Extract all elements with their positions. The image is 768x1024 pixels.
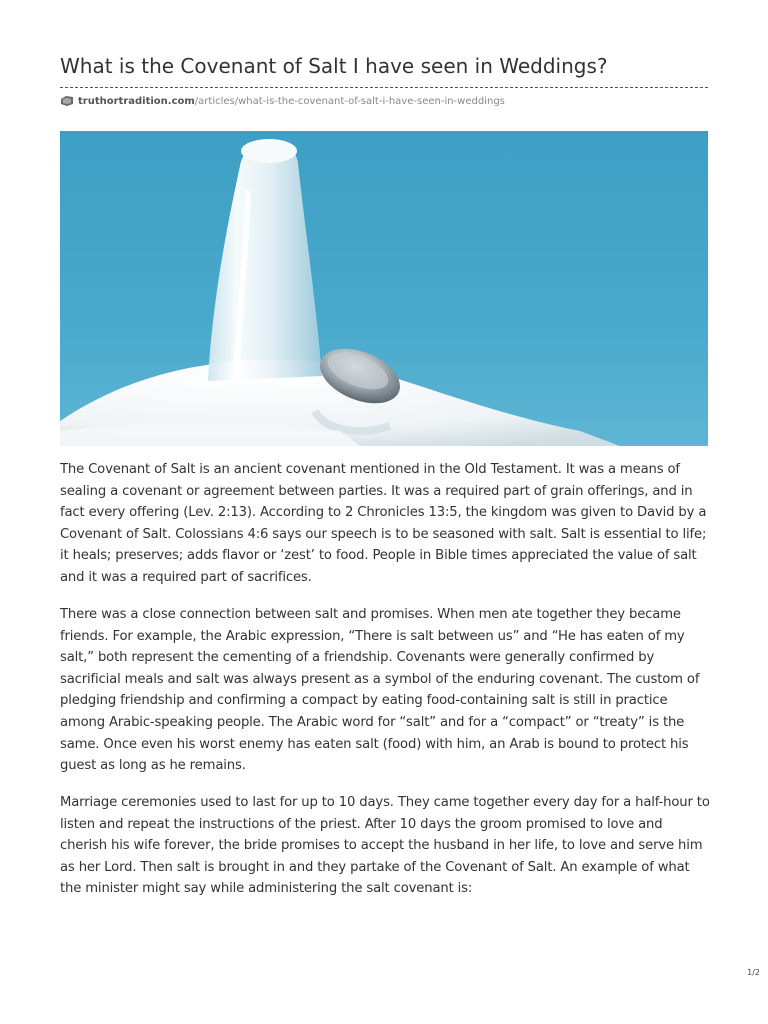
page-title: What is the Covenant of Salt I have seen in Weddings?	[60, 54, 608, 78]
paragraph-3: Marriage ceremonies used to last for up to 10 days. They came together every day for a half-hour to listen and repeat the instructions of the priest. After 10 days the groom promised to love and cherish his wife forever, the bride promises to accept the husband in her life, to love and serve him as her Lord. Then salt is brought in and they partake of the Covenant of Salt. An example of what the minister might say while administering the salt covenant is:	[60, 795, 710, 897]
paragraph-2: There was a close connection between salt and promises. When men ate together they became friends. For example, the Arabic expression, “There is salt between us” and “He has eaten of my salt,” both represent the cementing of a friendship. Covenants were generally confirmed by sacrificial meals and salt was always present as a symbol of the enduring covenant. The custom of pledging friendship and confirming a compact by eating food-containing salt is still in practice among Arabic-speaking people. The Arabic word for “salt” and for a “compact” or “treaty” is the same. Once even his worst enemy has eaten salt (food) with him, an Arab is bound to protect his guest as long as he remains.	[60, 607, 700, 774]
site-favicon-icon	[60, 95, 74, 107]
paragraph-1: The Covenant of Salt is an ancient covenant mentioned in the Old Testament. It was a means of sealing a covenant or agreement between parties. It was a required part of grain offerings, and in fact every offering (Lev. 2:13). According to 2 Chronicles 13:5, the kingdom was given to David by a Covenant of Salt. Colossians 4:6 says our speech is to be seasoned with salt. Salt is essential to life; it heals; preserves; adds flavor or ‘zest’ to food. People in Bible times appreciated the value of salt and it was a required part of sacrifices.	[60, 462, 707, 585]
source-url[interactable]	[60, 94, 505, 108]
source-domain[interactable]: truthortradition.com	[78, 95, 195, 107]
title-divider	[60, 87, 708, 88]
salt-shaker-photo	[60, 131, 708, 446]
page-number: 1/2	[747, 968, 760, 977]
source-path[interactable]: /articles/what-is-the-covenant-of-salt-i-have-seen-in-weddings	[194, 95, 505, 107]
